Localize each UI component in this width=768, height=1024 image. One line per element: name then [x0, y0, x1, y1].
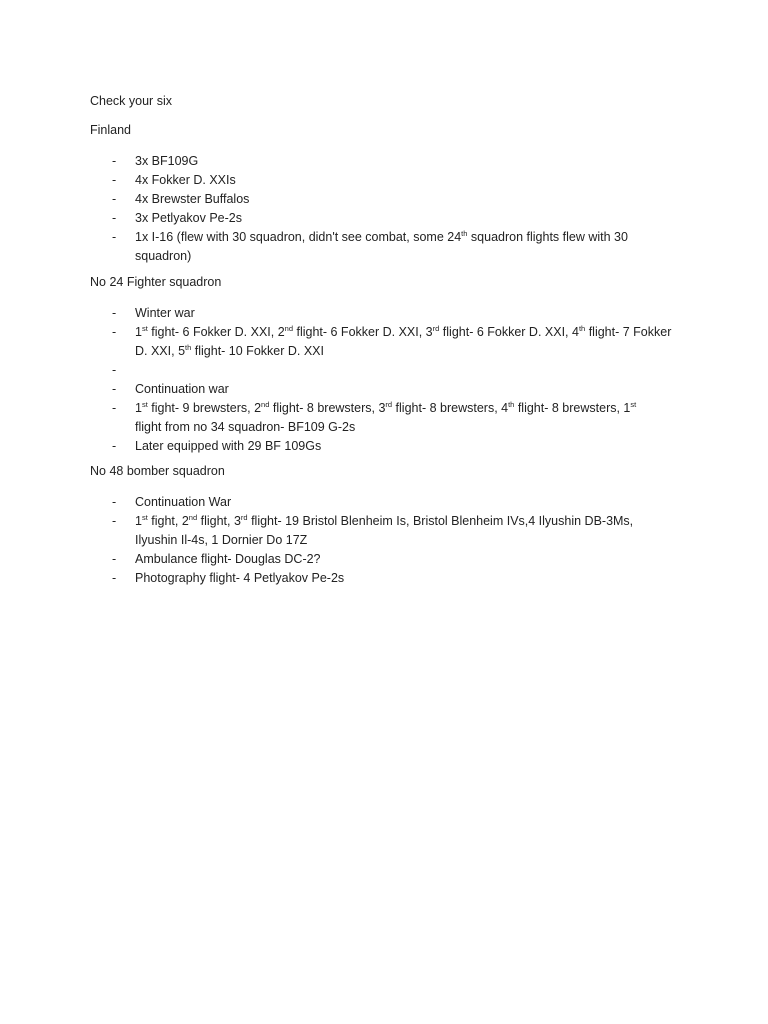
- list-item: - 4x Fokker D. XXIs: [90, 171, 690, 190]
- dash-bullet: -: [112, 306, 117, 320]
- list-item: - 1st fight, 2nd flight, 3rd flight- 19 Bristol Blenheim Is, Bristol Blenheim IVs,4 Ilyushin DB-3Ms, Ilyushin Il-4s, 1 Dornier Do 17Z: [112, 512, 634, 547]
- list-item: - Continuation war: [90, 380, 690, 399]
- list-item: - 3x BF109G: [90, 152, 690, 171]
- dash-bullet: -: [112, 154, 117, 168]
- dash-bullet: -: [112, 192, 117, 206]
- dash-bullet: -: [112, 514, 117, 528]
- dash-bullet: -: [112, 439, 117, 453]
- list-item: - 4x Brewster Buffalos: [90, 190, 690, 209]
- dash-bullet: -: [112, 571, 117, 585]
- dash-bullet: -: [112, 230, 117, 244]
- squadron-48-heading: No 48 bomber squadron: [90, 464, 225, 478]
- list-item: [90, 361, 690, 380]
- dash-bullet: -: [112, 382, 117, 396]
- list-item: - 1st fight- 9 brewsters, 2nd flight- 8 brewsters, 3rd flight- 8 brewsters, 4th flight- 8 brewsters, 1st flight from no 34 squadron- BF109 G-2s: [112, 399, 637, 434]
- list-item: - Ambulance flight- Douglas DC-2?: [90, 550, 690, 569]
- dash-bullet: -: [112, 552, 117, 566]
- list-item: - 1x I-16 (flew with 30 squadron, didn't see combat, some 24th squadron flights flew with 30 squadron): [112, 228, 628, 263]
- document-title: Check your six: [90, 94, 172, 108]
- dash-bullet: -: [112, 401, 117, 415]
- squadron-24-heading: No 24 Fighter squadron: [90, 275, 222, 289]
- list-item: - 3x Petlyakov Pe-2s: [90, 209, 690, 228]
- list-item: - Winter war: [90, 304, 690, 323]
- list-item: - Later equipped with 29 BF 109Gs: [90, 437, 690, 456]
- list-item: - Continuation War: [90, 493, 690, 512]
- dash-bullet: -: [112, 363, 117, 377]
- dash-bullet: -: [112, 173, 117, 187]
- country-heading: Finland: [90, 123, 131, 137]
- aircraft-list: [90, 152, 690, 266]
- list-item: - 1st fight- 6 Fokker D. XXI, 2nd flight- 6 Fokker D. XXI, 3rd flight- 6 Fokker D. XXI, 4th flight- 7 Fokker D. XXI, 5th flight- 10 Fokker D. XXI: [112, 323, 672, 358]
- squadron-48-list: [90, 493, 690, 588]
- dash-bullet: -: [112, 325, 117, 339]
- list-item: - Photography flight- 4 Petlyakov Pe-2s: [90, 569, 690, 588]
- dash-bullet: -: [112, 211, 117, 225]
- squadron-24-list: [90, 304, 690, 456]
- dash-bullet: -: [112, 495, 117, 509]
